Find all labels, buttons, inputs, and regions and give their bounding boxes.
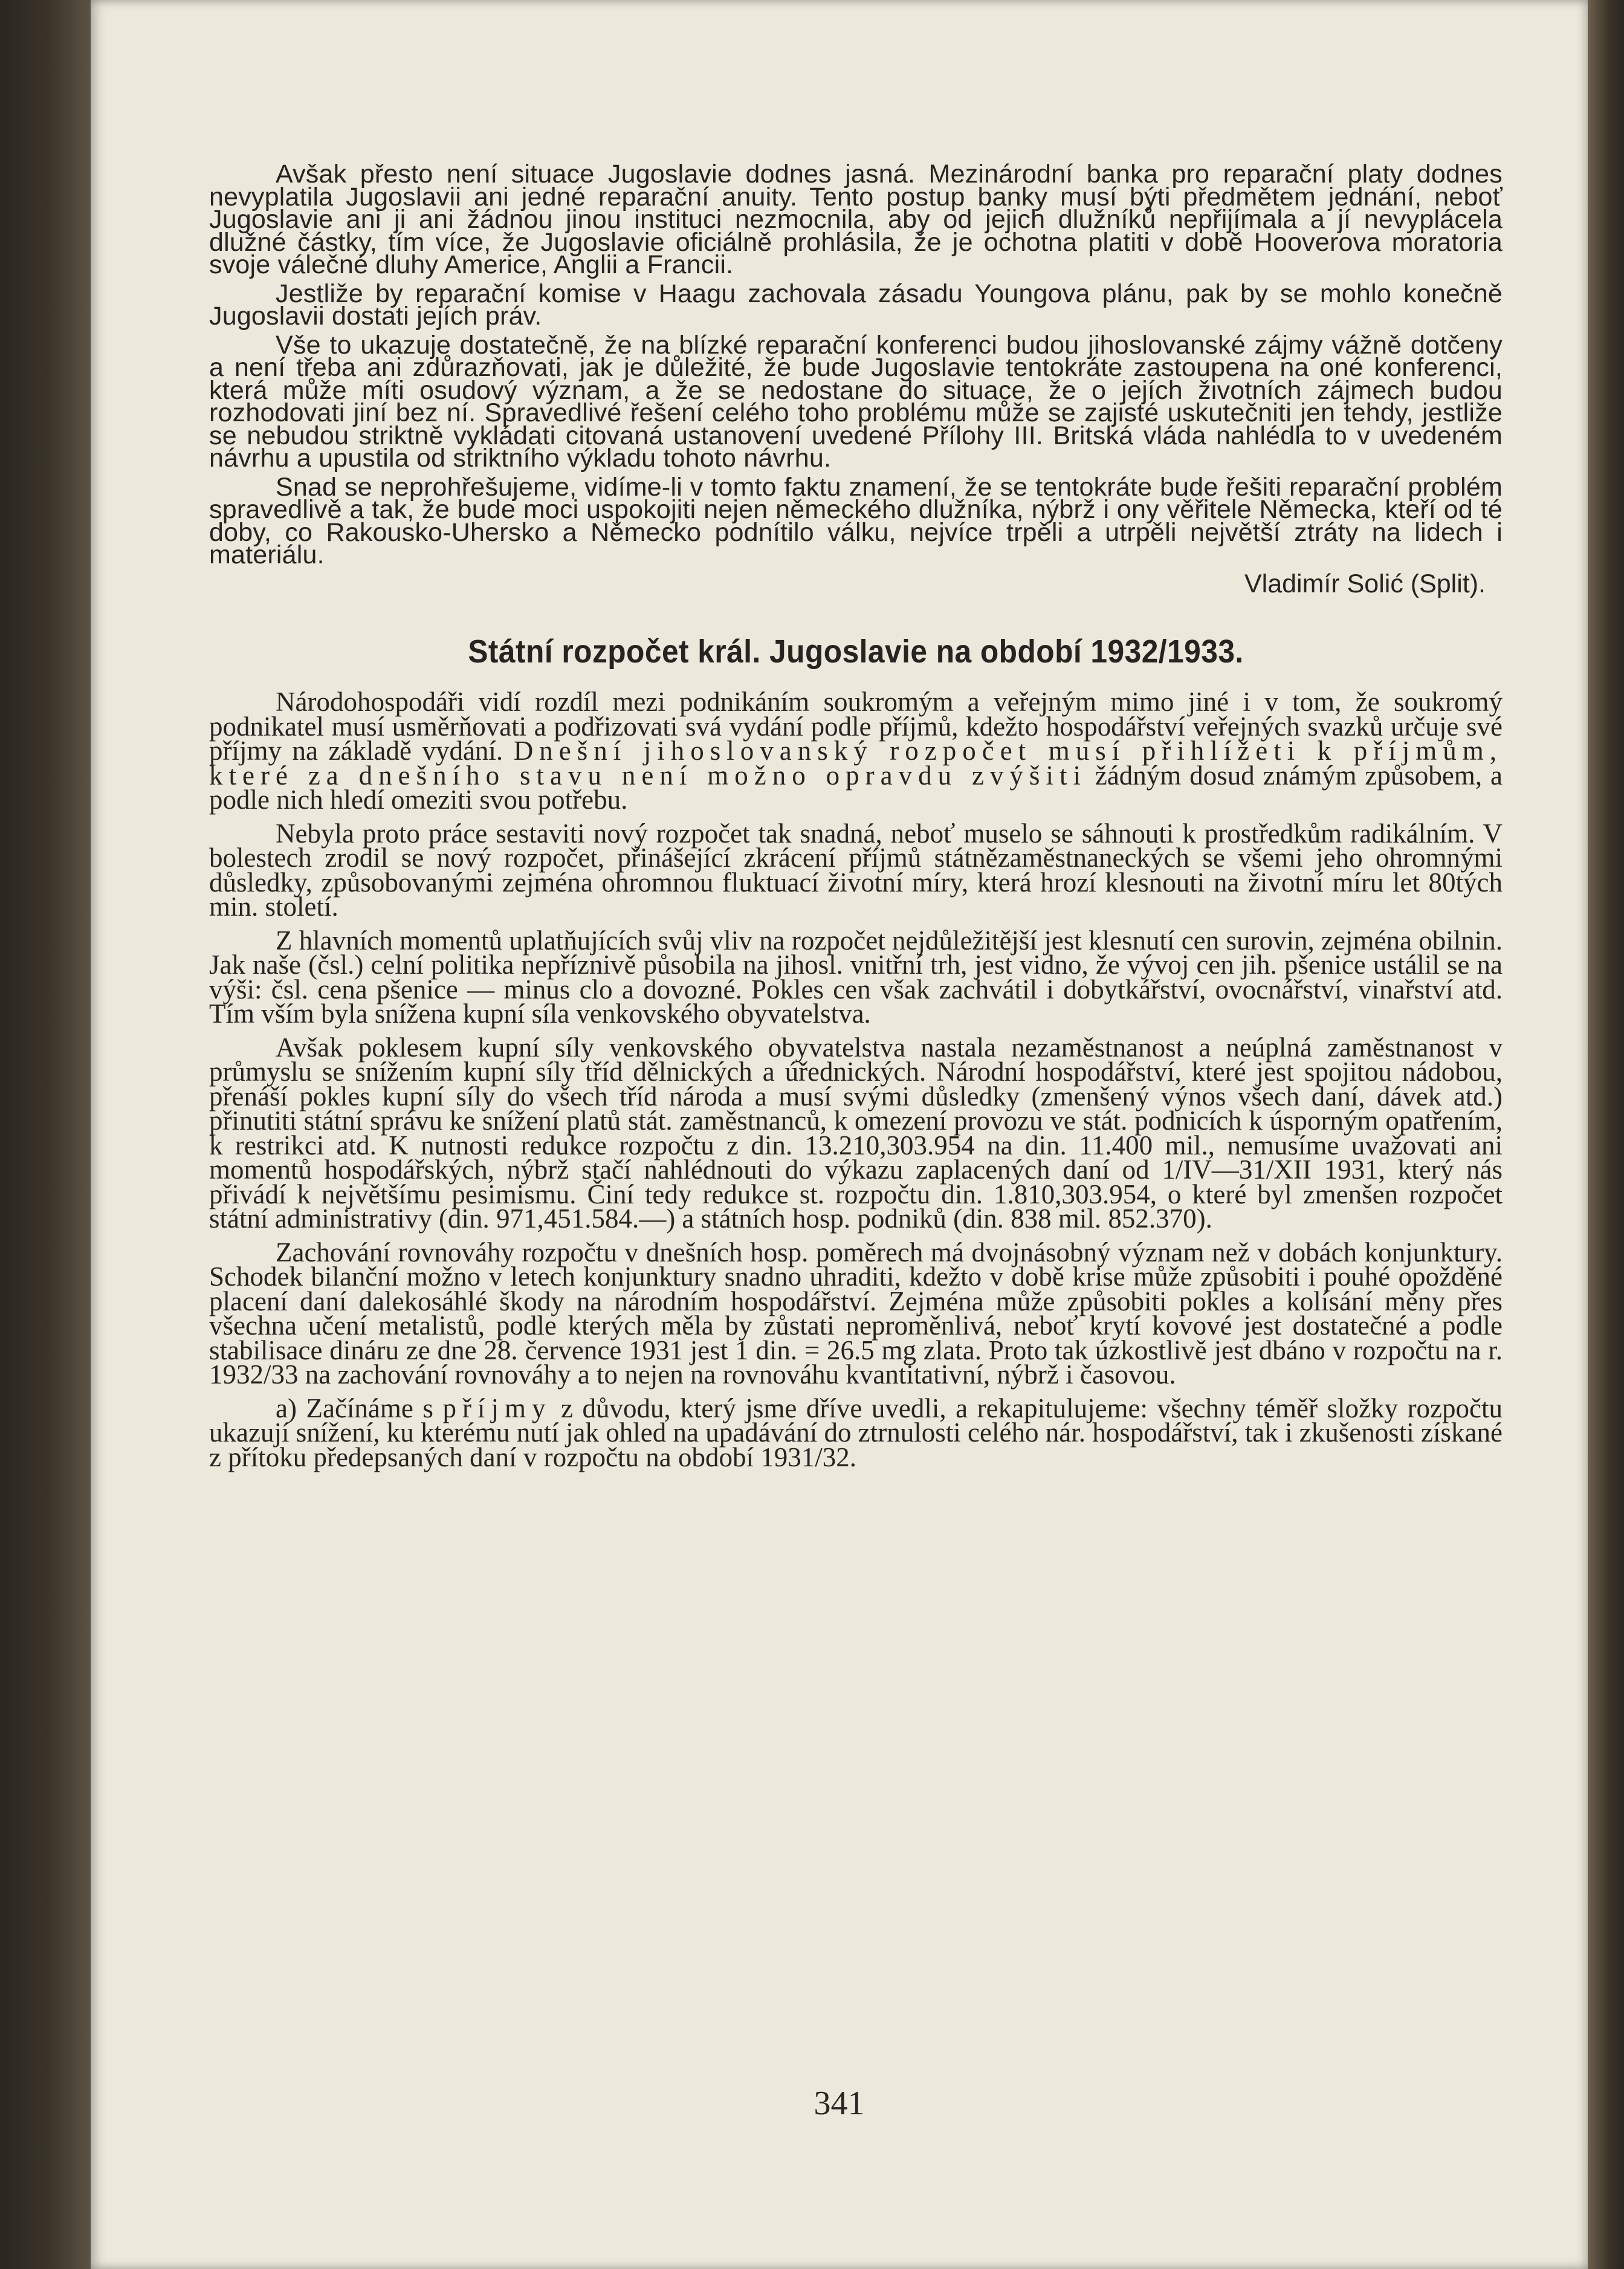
article-paragraph-1: [209, 687, 1503, 815]
book-page: [91, 0, 1588, 2269]
scan-right-edge: [1588, 0, 1624, 2269]
page-content: [209, 160, 1503, 1478]
paragraph-4: Snad se neprohřešujeme, vidíme-li v tomto faktu znamení, že se tentokráte bude řešiti reparační problém spravedlivě a tak, že bude moci uspokojiti nejen německého dlužníka, nýbrž i ony věřitele Německa, kteří od té doby, co Rakousko-Uhersko a Německo podnítilo válku, nejvíce trpěli a utrpěli největší ztráty na lidech i materiálu.: [209, 472, 1503, 569]
article-paragraph-1-start: Národohospodáři vidí rozdíl mezi podnikáním soukromým a veřejným mimo jiné i v tom, že soukromý podnikatel musí usměrňovati a podřizovati svá vydání podle příjmů, kdežto hospodářství veřejných svazků určuje své příjmy na základě vydání.: [209, 687, 1503, 766]
article-paragraph-3: Z hlavních momentů uplatňujících svůj vliv na rozpočet nejdůležitější jest klesnutí cen surovin, zejména obilnin. Jak naše (čsl.) celní politika nepříznivě působila na jihosl. vnitřní trh, jest vidno, že vývoj cen jih. pšenice ustálil se na výši: čsl. cena pšenice — minus clo a dovozné. Pokles cen však zachvátil i dobytkářství, ovocnářství, vinařství atd. Tím vším byla snížena kupní síla venkovského obyvatelstva.: [209, 925, 1503, 1029]
article-paragraph-1-end: žádným dosud známým způsobem, a podle nich hledí omeziti svou potřebu.: [209, 760, 1503, 815]
paragraph-3: Vše to ukazuje dostatečně, že na blízké reparační konferenci budou jihoslovanské zájmy vážně dotčeny a není třeba ani zdůrazňovati, jak je důležité, že bude Jugoslavie tentokráte zastoupena na oné konferenci, která může míti osudový význam, a že se nedostane do situace, že o jejích životních zájmech budou rozhodovati jiní bez ní. Spravedlivé řešení celého toho problému může se zajisté uskutečniti jen tehdy, jestliže se nebudou striktně vykládati citovaná ustanovení uvedené Přílohy III. Britská vláda nahlédla to v uvedeném návrhu a upustila od striktního výkladu tohoto návrhu.: [209, 330, 1503, 473]
page-number: 341: [814, 2085, 865, 2122]
article-paragraph-6-end: z důvodu, který jsme dříve uvedli, a rekapitulujeme: všechny téměř složky rozpočtu ukazují snížení, ku kterému nutí jak ohled na upadávání do ztrnulosti celého nár. hospodářství, tak i zkušenosti získané z přítoku předepsaných daní v rozpočtu na období 1931/32.: [209, 1393, 1503, 1472]
author-signature: Vladimír Solić (Split).: [1244, 569, 1486, 598]
article-title: Státní rozpočet král. Jugoslavie na období 1932/1933.: [468, 633, 1244, 670]
article-paragraph-2: Nebyla proto práce sestaviti nový rozpočet tak snadná, neboť muselo se sáhnouti k prostředkům radikálním. V bolestech zrodil se nový rozpočet, přinášející zkrácení příjmů státnězaměstnaneckých se všemi jeho ohromnými důsledky, způsobovanými zejména ohromnou fluktuací životní míry, která hrozí klesnouti na životní míru let 80tých min. století.: [209, 818, 1503, 922]
article-paragraph-6-emphasis: příjmy: [442, 1393, 552, 1423]
article-paragraph-6-start: a) Začínáme s: [276, 1393, 443, 1423]
paragraph-2: Jestliže by reparační komise v Haagu zachovala zásadu Youngova plánu, pak by se mohlo konečně Jugoslavii dostati jejích práv.: [209, 279, 1503, 331]
article-paragraph-1-emphasis: Dnešní jihoslovanský rozpočet musí přihlížeti k příjmům, které za dnešního stavu není možno opravdu zvýšiti: [209, 736, 1503, 791]
article-paragraph-5: Zachování rovnováhy rozpočtu v dnešních hosp. poměrech má dvojnásobný význam než v dobách konjunktury. Schodek bilanční možno v letech konjunktury snadno uhraditi, kdežto v době krise může způsobiti i pouhé opožděné placení daní dalekosáhlé škody na národním hospodářství. Zejména může způsobiti pokles a kolísání měny přes všechna učení metalistů, podle kterých měla by zůstati neproměnlivá, neboť krytí kovové jest dostatečné a podle stabilisace dináru ze dne 28. července 1931 jest 1 din. = 26.5 mg zlata. Proto tak úzkostlivě jest dbáno v rozpočtu na r. 1932/33 na zachování rovnováhy a to nejen na rovnováhu kvantitativní, nýbrž i časovou.: [209, 1237, 1503, 1390]
scan-left-edge: [0, 0, 91, 2269]
paragraph-1: Avšak přesto není situace Jugoslavie dodnes jasná. Mezinárodní banka pro reparační platy dodnes nevyplatila Jugoslavii ani jedné reparační anuity. Tento postup banky musí býti předmětem jednání, neboť Jugoslavie ani ji ani žádnou jinou instituci nezmocnila, aby od jejich dlužníků nepřijímala a jí nevyplácela dlužné částky, tím více, že Jugoslavie oficiálně prohlásila, že je ochotna platiti v době Hooverova moratoria svoje válečné dluhy Americe, Anglii a Francii.: [209, 160, 1503, 279]
article-paragraph-4: Avšak poklesem kupní síly venkovského obyvatelstva nastala nezaměstnanost a neúplná zaměstnanost v průmyslu se snížením kupní síly tříd dělnických a úřednických. Národní hospodářství, které jest spojitou nádobou, přenáší pokles kupní síly do všech tříd národa a musí svými důsledky (zmenšený výnos všech daní, dávek atd.) přinutiti státní správu ke snížení platů stát. zaměstnanců, k omezení provozu ve stát. podnicích k úsporným opatřením, k restrikci atd. K nutnosti redukce rozpočtu z din. 13.210,303.954 na din. 11.400 mil., nemusíme uvažovati ani momentů hospodářských, nýbrž stačí nahlédnouti do výkazu zaplacených daní od 1/IV—31/XII 1931, který nás přivádí k největšímu pesimismu. Činí tedy redukce st. rozpočtu din. 1.810,303.954, o které byl zmenšen rozpočet státní administrativy (din. 971,451.584.—) a státních hosp. podniků (din. 838 mil. 852.370).: [209, 1032, 1503, 1234]
article-paragraph-6: [209, 1393, 1503, 1472]
